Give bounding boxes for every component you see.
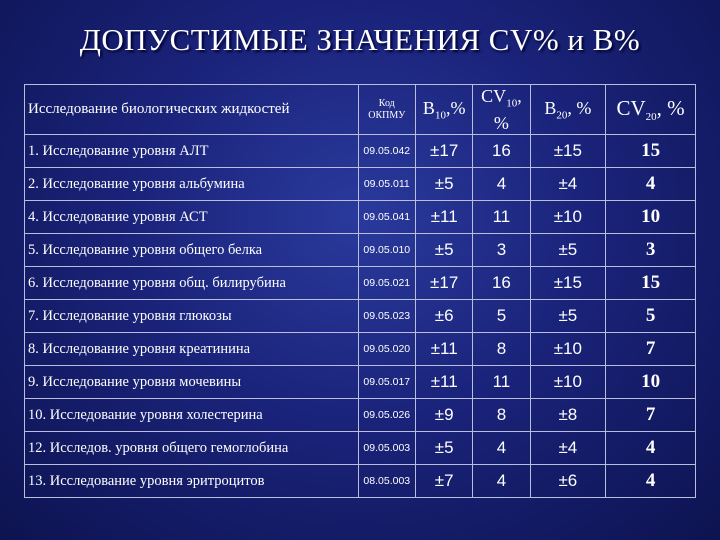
cell-cv20: 15 (606, 135, 696, 168)
header-cv10-line2: % (493, 113, 509, 134)
header-cv10-base: CV (481, 85, 507, 106)
cell-b10: ±11 (416, 201, 473, 234)
cell-code: 09.05.017 (358, 366, 416, 399)
header-cv10-tail: , (517, 85, 522, 106)
header-b20 (530, 85, 606, 135)
cell-b10: ±17 (416, 267, 473, 300)
cell-b10: ±5 (416, 234, 473, 267)
cell-b20: ±15 (530, 267, 606, 300)
cell-b10: ±17 (416, 135, 473, 168)
header-cv20 (606, 85, 696, 135)
cell-study: 4. Исследование уровня АСТ (25, 201, 359, 234)
cell-b20: ±6 (530, 465, 606, 498)
cell-cv10: 4 (473, 432, 530, 465)
cell-cv10: 11 (473, 366, 530, 399)
cell-cv20: 3 (606, 234, 696, 267)
cell-code: 09.05.041 (358, 201, 416, 234)
cell-b10: ±11 (416, 366, 473, 399)
cell-code: 09.05.042 (358, 135, 416, 168)
cell-b20: ±5 (530, 300, 606, 333)
header-b20-base: B (544, 97, 557, 118)
cell-cv10: 8 (473, 333, 530, 366)
table-row (25, 465, 696, 498)
cell-study: 8. Исследование уровня креатинина (25, 333, 359, 366)
table-header-row (25, 85, 696, 135)
cell-b20: ±10 (530, 366, 606, 399)
cell-study: 2. Исследование уровня альбумина (25, 168, 359, 201)
table-row (25, 399, 696, 432)
cell-code: 09.05.020 (358, 333, 416, 366)
header-cv10-sub: 10 (506, 97, 518, 110)
header-cv20-sub: 20 (645, 111, 657, 124)
cell-cv10: 5 (473, 300, 530, 333)
table-row (25, 333, 696, 366)
table-row (25, 300, 696, 333)
cell-code: 09.05.026 (358, 399, 416, 432)
tolerance-table (24, 84, 696, 498)
cell-b20: ±8 (530, 399, 606, 432)
cell-study: 5. Исследование уровня общего белка (25, 234, 359, 267)
cell-cv20: 4 (606, 168, 696, 201)
header-code (358, 85, 416, 135)
cell-b10: ±5 (416, 168, 473, 201)
cell-b20: ±15 (530, 135, 606, 168)
header-cv20-tail: , % (656, 95, 685, 120)
table-row (25, 168, 696, 201)
cell-b20: ±10 (530, 333, 606, 366)
header-b10 (416, 85, 473, 135)
slide-title: ДОПУСТИМЫЕ ЗНАЧЕНИЯ CV% и В% (79, 22, 641, 57)
header-b20-sub: 20 (556, 109, 568, 122)
header-b10-tail: ,% (445, 97, 466, 118)
header-b10-sub: 10 (434, 109, 446, 122)
cell-cv20: 15 (606, 267, 696, 300)
cell-study: 9. Исследование уровня мочевины (25, 366, 359, 399)
cell-study: 7. Исследование уровня глюкозы (25, 300, 359, 333)
cell-code: 09.05.023 (358, 300, 416, 333)
cell-study: 12. Исследов. уровня общего гемоглобина (25, 432, 359, 465)
cell-cv20: 5 (606, 300, 696, 333)
cell-cv10: 8 (473, 399, 530, 432)
cell-cv10: 11 (473, 201, 530, 234)
table-row (25, 201, 696, 234)
cell-cv20: 7 (606, 333, 696, 366)
cell-b20: ±4 (530, 432, 606, 465)
header-cv20-base: CV (616, 95, 646, 120)
cell-code: 09.05.010 (358, 234, 416, 267)
header-code-line1: Код (378, 97, 395, 109)
header-code-line2: ОКПМУ (368, 109, 406, 121)
cell-cv20: 7 (606, 399, 696, 432)
cell-cv20: 4 (606, 465, 696, 498)
table-row (25, 135, 696, 168)
cell-cv10: 16 (473, 267, 530, 300)
cell-b10: ±7 (416, 465, 473, 498)
cell-cv10: 16 (473, 135, 530, 168)
cell-b10: ±11 (416, 333, 473, 366)
cell-cv20: 4 (606, 432, 696, 465)
cell-study: 6. Исследование уровня общ. билирубина (25, 267, 359, 300)
cell-code: 09.05.021 (358, 267, 416, 300)
cell-study: 10. Исследование уровня холестерина (25, 399, 359, 432)
cell-cv10: 3 (473, 234, 530, 267)
cell-b10: ±9 (416, 399, 473, 432)
cell-cv10: 4 (473, 168, 530, 201)
cell-code: 08.05.003 (358, 465, 416, 498)
cell-b20: ±4 (530, 168, 606, 201)
cell-cv10: 4 (473, 465, 530, 498)
cell-study: 1. Исследование уровня АЛТ (25, 135, 359, 168)
cell-b20: ±5 (530, 234, 606, 267)
header-b10-base: B (422, 97, 435, 118)
cell-b10: ±5 (416, 432, 473, 465)
header-study: Исследование биологических жидкостей (25, 85, 359, 135)
cell-code: 09.05.011 (358, 168, 416, 201)
cell-study: 13. Исследование уровня эритроцитов (25, 465, 359, 498)
cell-cv20: 10 (606, 366, 696, 399)
cell-code: 09.05.003 (358, 432, 416, 465)
cell-cv20: 10 (606, 201, 696, 234)
header-b20-tail: , % (567, 97, 592, 118)
table-row (25, 432, 696, 465)
header-cv10 (473, 85, 530, 135)
table-row (25, 267, 696, 300)
cell-b20: ±10 (530, 201, 606, 234)
table-row (25, 234, 696, 267)
cell-b10: ±6 (416, 300, 473, 333)
table-row (25, 366, 696, 399)
